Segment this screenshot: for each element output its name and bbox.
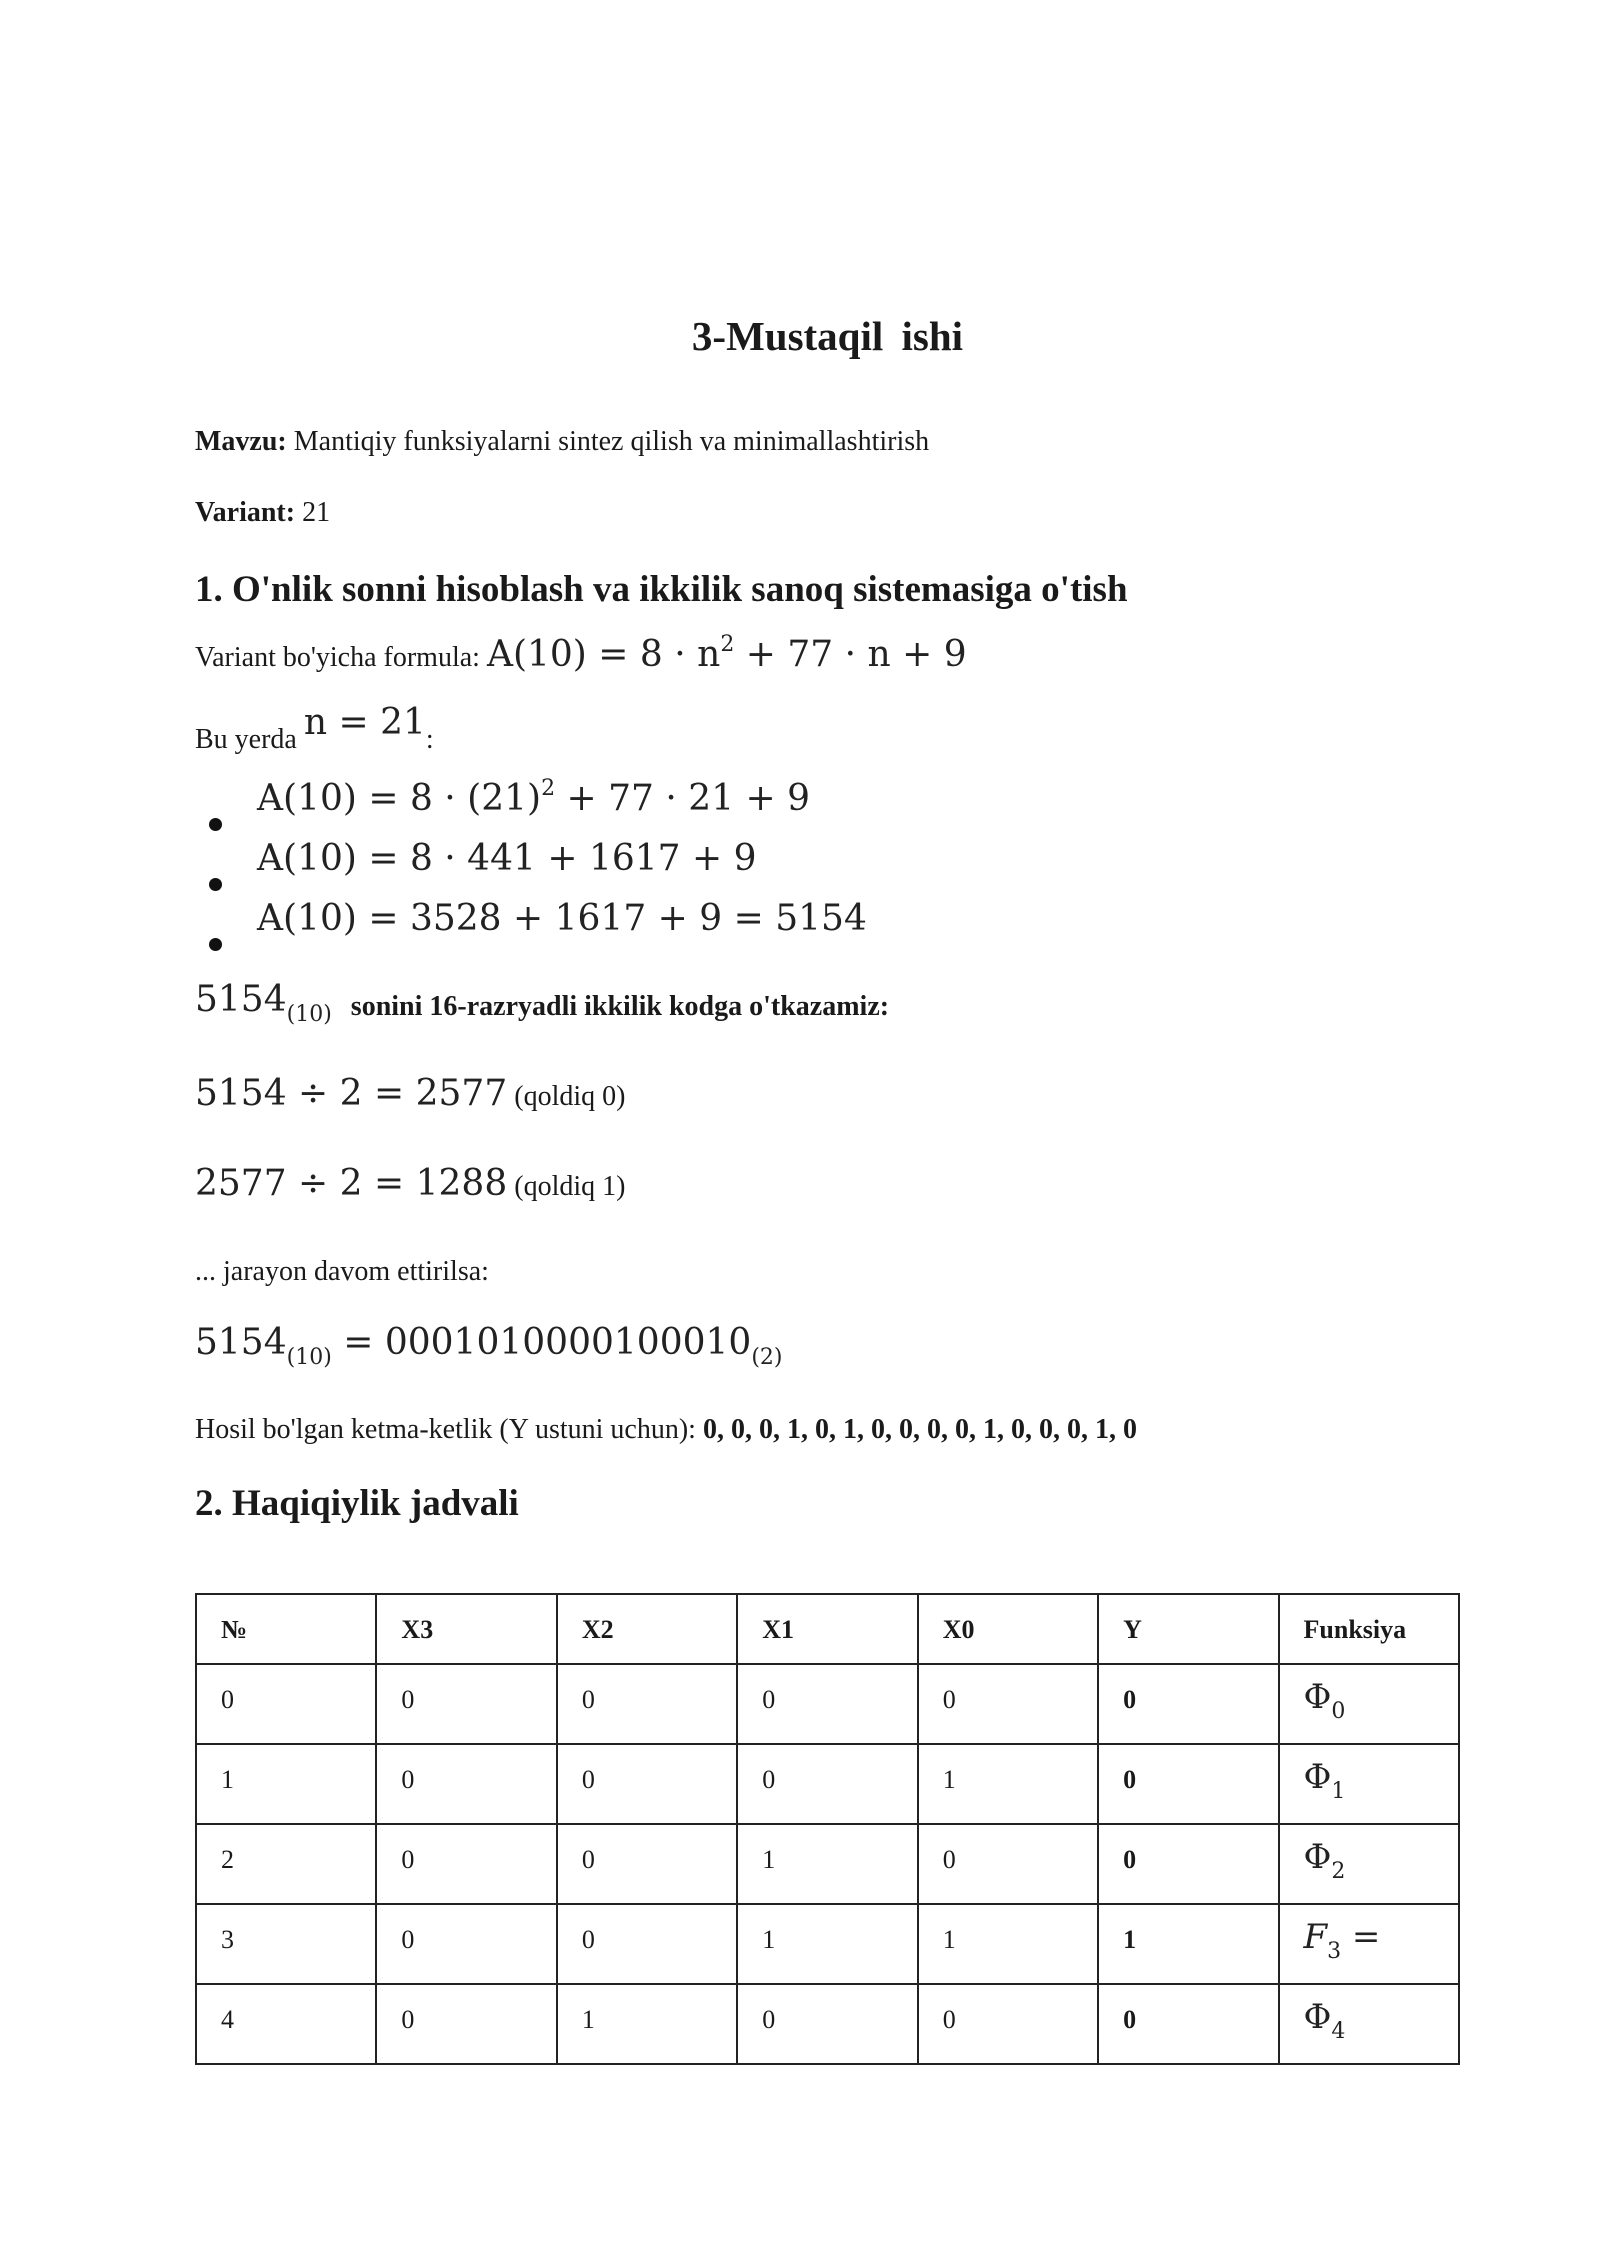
division-line-2 (195, 1163, 625, 1204)
cell-y: 1 (1098, 1904, 1278, 1984)
table-row (196, 1984, 1459, 2064)
cell-function (1279, 1664, 1459, 1744)
division-note: (qoldiq 0) (514, 1081, 626, 1112)
cell-x1: 1 (737, 1904, 917, 1984)
function-index: 1 (1331, 1779, 1346, 1804)
cell-n: 0 (196, 1664, 376, 1744)
column-header: X1 (737, 1594, 917, 1664)
bullet-icon (209, 818, 222, 831)
formula-label: Variant bo'yicha formula: (195, 642, 480, 673)
continue-line: ... jarayon davom ettirilsa: (195, 1256, 489, 1287)
cell-x2: 0 (557, 1664, 737, 1744)
column-header: Funksiya (1279, 1594, 1459, 1664)
cell-x1: 0 (737, 1984, 917, 2064)
step-math (257, 778, 810, 819)
sequence-label: Hosil bo'lgan ketma-ketlik (Y ustuni uchun): (195, 1414, 696, 1445)
convert-number: 5154 (195, 979, 287, 1020)
cell-x2: 1 (557, 1984, 737, 2064)
cell-x2: 0 (557, 1744, 737, 1824)
result-binary: = 0001010000100010 (331, 1322, 752, 1363)
n-line (195, 702, 434, 757)
cell-x3: 0 (376, 1984, 556, 2064)
convert-base: (10) (286, 1002, 332, 1027)
result-line (195, 1322, 783, 1370)
step-sup: 2 (541, 776, 556, 801)
section2-heading: 2. Haqiqiylik jadvali (195, 1483, 519, 1524)
n-math: n = 21 (303, 702, 426, 743)
cell-n: 1 (196, 1744, 376, 1824)
formula-lhs: A(10) = 8 · n (486, 634, 721, 675)
bullet-icon (209, 878, 222, 891)
table-row (196, 1664, 1459, 1744)
cell-x3: 0 (376, 1664, 556, 1744)
cell-y: 0 (1098, 1984, 1278, 2064)
cell-y: 0 (1098, 1664, 1278, 1744)
convert-line (195, 979, 890, 1027)
n-label: Bu yerda (195, 724, 297, 755)
column-header: № (196, 1594, 376, 1664)
variant-line (195, 497, 330, 529)
function-symbol: Φ (1303, 1997, 1332, 2037)
mavzu-label: Mavzu: (195, 426, 287, 457)
truth-table (195, 1593, 1460, 2065)
cell-function (1279, 1984, 1459, 2064)
cell-x0: 0 (918, 1824, 1098, 1904)
step-post: + 77 · 21 + 9 (555, 778, 811, 819)
cell-x1: 0 (737, 1664, 917, 1744)
table-row (196, 1824, 1459, 1904)
division-line-1 (195, 1073, 625, 1114)
column-header: X3 (376, 1594, 556, 1664)
cell-x2: 0 (557, 1824, 737, 1904)
cell-x1: 0 (737, 1744, 917, 1824)
cell-n: 2 (196, 1824, 376, 1904)
sequence-line (195, 1414, 1137, 1446)
sequence-value: 0, 0, 0, 1, 0, 1, 0, 0, 0, 0, 1, 0, 0, 0, 1, 0 (702, 1414, 1137, 1445)
column-header: X2 (557, 1594, 737, 1664)
function-symbol: Φ (1303, 1837, 1332, 1877)
cell-n: 3 (196, 1904, 376, 1984)
mavzu-line (195, 426, 929, 458)
step-math: A(10) = 8 · 441 + 1617 + 9 (257, 838, 757, 879)
function-symbol: Φ (1303, 1677, 1332, 1717)
cell-x2: 0 (557, 1904, 737, 1984)
table-header-row (196, 1594, 1459, 1664)
division-math: 2577 ÷ 2 = 1288 (195, 1163, 508, 1204)
function-math (1303, 1917, 1381, 1964)
cell-x0: 0 (918, 1984, 1098, 2064)
division-note: (qoldiq 1) (514, 1171, 626, 1202)
cell-function (1279, 1824, 1459, 1904)
convert-math (195, 979, 332, 1027)
cell-x0: 0 (918, 1664, 1098, 1744)
cell-x0: 1 (918, 1904, 1098, 1984)
table-row (196, 1904, 1459, 1984)
cell-x3: 0 (376, 1904, 556, 1984)
result-base2: (2) (751, 1345, 783, 1370)
cell-y: 0 (1098, 1744, 1278, 1824)
result-base: (10) (286, 1345, 332, 1370)
cell-x1: 1 (737, 1824, 917, 1904)
function-index: 4 (1331, 2019, 1346, 2044)
bullet-icon (209, 938, 222, 951)
function-index: 3 (1327, 1939, 1342, 1964)
cell-x3: 0 (376, 1744, 556, 1824)
function-math (1303, 1997, 1346, 2044)
function-math (1303, 1677, 1346, 1724)
variant-label: Variant: (195, 497, 296, 528)
division-math: 5154 ÷ 2 = 2577 (195, 1073, 508, 1114)
function-symbol: F (1303, 1917, 1328, 1957)
result-math (195, 1322, 783, 1370)
function-math (1303, 1757, 1346, 1804)
convert-text: sonini 16-razryadli ikkilik kodga o'tkazamiz: (350, 991, 890, 1022)
cell-y: 0 (1098, 1824, 1278, 1904)
function-symbol: Φ (1303, 1757, 1332, 1797)
function-index: 0 (1331, 1699, 1346, 1724)
formula-line (195, 634, 967, 675)
formula-exponent: 2 (720, 632, 735, 657)
mavzu-value: Mantiqiy funksiyalarni sintez qilish va minimallashtirish (293, 426, 930, 457)
function-index: 2 (1331, 1859, 1346, 1884)
cell-x0: 1 (918, 1744, 1098, 1824)
function-math (1303, 1837, 1346, 1884)
step-pre: A(10) = 8 · (21) (257, 778, 542, 819)
function-tail: = (1341, 1917, 1381, 1957)
cell-n: 4 (196, 1984, 376, 2064)
cell-function (1279, 1904, 1459, 1984)
step-math: A(10) = 3528 + 1617 + 9 = 5154 (257, 898, 867, 939)
column-header: Y (1098, 1594, 1278, 1664)
section1-heading: 1. O'nlik sonni hisoblash va ikkilik sanoq sistemasiga o'tish (195, 569, 1128, 610)
cell-function (1279, 1744, 1459, 1824)
result-number: 5154 (195, 1322, 287, 1363)
column-header: X0 (918, 1594, 1098, 1664)
formula-math (487, 634, 967, 675)
page-title: 3-Mustaqil ishi (691, 313, 964, 359)
n-colon: : (425, 724, 434, 755)
formula-rhs: + 77 · n + 9 (734, 634, 967, 675)
variant-value: 21 (302, 497, 331, 528)
cell-x3: 0 (376, 1824, 556, 1904)
table-row (196, 1744, 1459, 1824)
